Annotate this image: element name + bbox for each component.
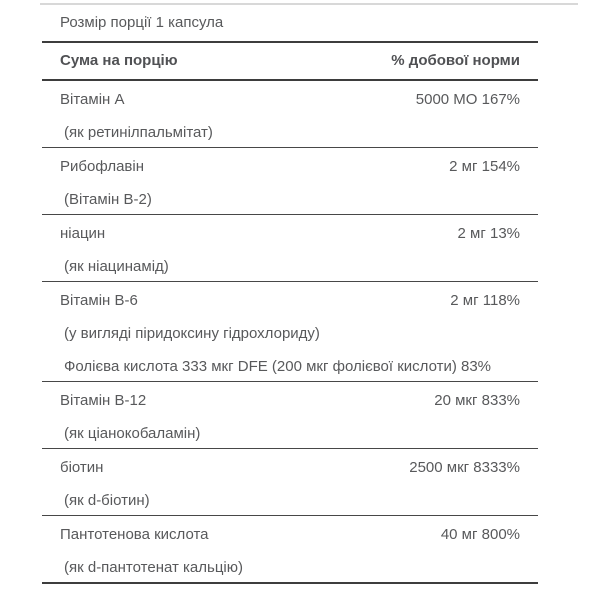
nutrient-value: 2 мг 13%	[457, 225, 520, 242]
nutrient-name: ніацин	[60, 225, 106, 242]
nutrient-value: 2 мг 154%	[449, 158, 520, 175]
column-header-row	[42, 43, 538, 81]
nutrient-row-pantothenic-acid	[42, 516, 538, 584]
nutrient-name: Вітамін А	[60, 91, 125, 108]
nutrient-name: Вітамін B-6	[60, 292, 138, 309]
nutrient-value: 20 мкг 833%	[434, 392, 520, 409]
nutrient-value: 40 мг 800%	[440, 526, 520, 543]
nutrient-row-vitamin-b6	[42, 282, 538, 382]
nutrient-form: (у вигляді піридоксину гідрохлориду)	[64, 325, 320, 342]
column-header-amount: Сума на порцію	[60, 52, 178, 69]
nutrient-row-niacin	[42, 215, 538, 282]
nutrient-form: (як ніацинамід)	[64, 258, 169, 275]
nutrient-form: (Вітамін B-2)	[64, 191, 152, 208]
nutrient-form: (як ретинілпальмітат)	[64, 124, 213, 141]
nutrient-row-vitamin-b12	[42, 382, 538, 449]
nutrient-value: 2500 мкг 8333%	[409, 459, 520, 476]
nutrient-name: біотин	[60, 459, 104, 476]
nutrient-name: Рибофлавін	[60, 158, 145, 175]
nutrient-form: (як ціанокобаламін)	[64, 425, 201, 442]
nutrient-name: Вітамін B-12	[60, 392, 147, 409]
nutrient-folate-line: Фолієва кислота 333 мкг DFE (200 мкг фолієвої кислоти) 83%	[64, 358, 492, 375]
nutrient-row-riboflavin	[42, 148, 538, 215]
nutrient-form: (як d-пантотенат кальцію)	[64, 559, 243, 576]
nutrient-value: 5000 МО 167%	[415, 91, 520, 108]
serving-size-text: Розмір порції 1 капсула	[60, 14, 224, 31]
nutrient-form: (як d-біотин)	[64, 492, 150, 509]
nutrient-value: 2 мг 118%	[450, 292, 520, 309]
serving-size-row	[42, 4, 538, 43]
nutrient-row-biotin	[42, 449, 538, 516]
nutrient-name: Пантотенова кислота	[60, 526, 209, 543]
nutrient-row-vitamin-a	[42, 81, 538, 148]
column-header-daily-value: % добової норми	[391, 52, 520, 69]
supplement-facts-table	[42, 4, 538, 584]
